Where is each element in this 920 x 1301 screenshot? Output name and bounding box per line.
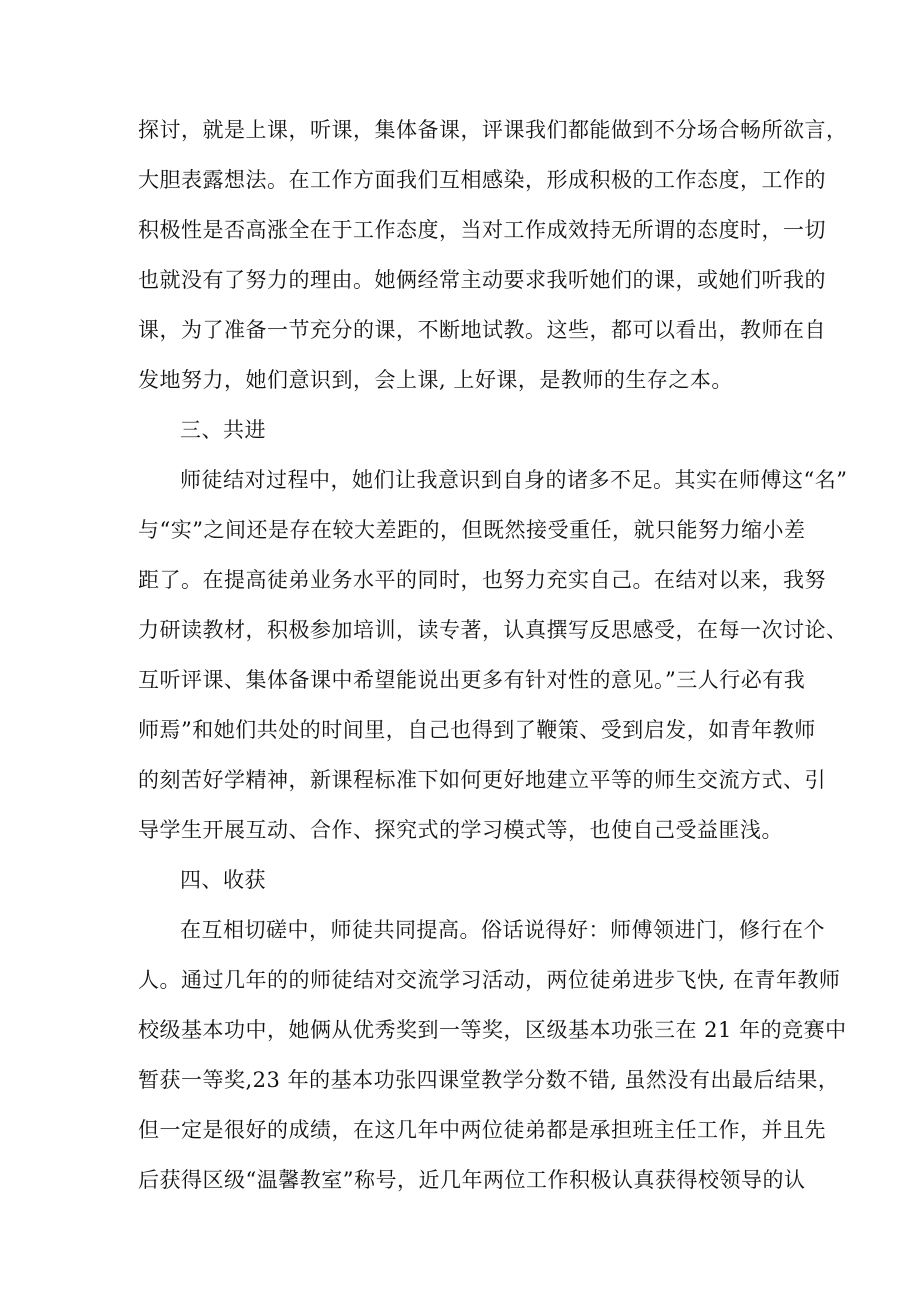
- text-line: 与“实”之间还是存在较大差距的，但既然接受重任，就只能努力缩小差: [138, 518, 806, 542]
- text-line: 人。通过几年的的师徒结对交流学习活动，两位徒弟进步飞快, 在青年教师: [138, 968, 841, 992]
- text-line: 的刻苦好学精神，新课程标准下如何更好地建立平等的师生交流方式、引: [138, 768, 826, 792]
- text-line: 力研读教材，积极参加培训，读专著，认真撰写反思感受，在每一次讨论、: [138, 618, 848, 642]
- text-line: 师焉”和她们共处的时间里，自己也得到了鞭策、受到启发，如青年教师: [138, 718, 816, 742]
- text-line: 校级基本功中，她俩从优秀奖到一等奖，区级基本功张三在 21 年的竞赛中: [138, 1018, 847, 1042]
- text-line: 师徒结对过程中，她们让我意识到自身的诸多不足。其实在师傅这“名”: [180, 468, 848, 492]
- text-line: 大胆表露想法。在工作方面我们互相感染，形成积极的工作态度，工作的: [138, 168, 826, 192]
- text-line: 也就没有了努力的理由。她俩经常主动要求我听她们的课，或她们听我的: [138, 268, 826, 292]
- text-line: 距了。在提高徒弟业务水平的同时，也努力充实自己。在结对以来，我努: [138, 568, 826, 592]
- section-heading: 四、收获: [180, 868, 266, 892]
- text-line: 但一定是很好的成绩，在这几年中两位徒弟都是承担班主任工作，并且先: [138, 1118, 826, 1142]
- text-line: 互听评课、集体备课中希望能说出更多有针对性的意见。”三人行必有我: [138, 668, 806, 692]
- text-line: 发地努力，她们意识到，会上课, 上好课，是教师的生存之本。: [138, 368, 733, 392]
- section-heading: 三、共进: [180, 418, 266, 442]
- text-line: 后获得区级“温馨教室”称号，近几年两位工作积极认真获得校领导的认: [138, 1168, 806, 1192]
- text-line: 探讨，就是上课，听课，集体备课，评课我们都能做到不分场合畅所欲言，: [138, 118, 848, 142]
- text-line: 课，为了准备一节充分的课，不断地试教。这些，都可以看出，教师在自: [138, 318, 826, 342]
- text-line: 暂获一等奖,23 年的基本功张四课堂教学分数不错, 虽然没有出最后结果，: [138, 1068, 840, 1092]
- text-line: 在互相切磋中，师徒共同提高。俗话说得好：师傅领进门，修行在个: [180, 918, 825, 942]
- text-line: 积极性是否高涨全在于工作态度，当对工作成效持无所谓的态度时，一切: [138, 218, 826, 242]
- text-line: 导学生开展互动、合作、探究式的学习模式等，也使自己受益匪浅。: [138, 818, 783, 842]
